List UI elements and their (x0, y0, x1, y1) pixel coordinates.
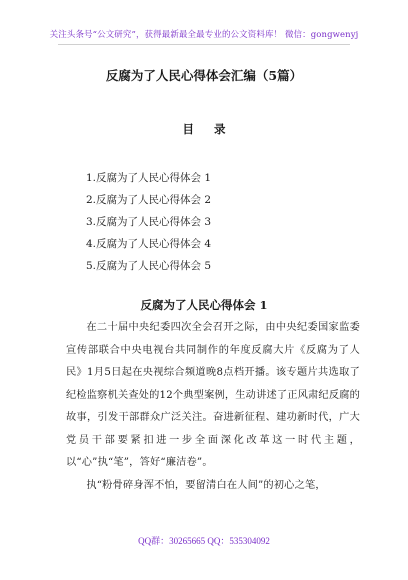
paragraph: 在二十届中央纪委四次全会召开之际，由中央纪委国家监委宣传部联合中央电视台共同制作的年度反腐大片《反腐为了人民》1月5日起在央视综合频道晚8点档开播。该专题片共选取了纪检监察机关查处的12个典型案例，生动讲述了正风肃纪反腐的故事，引发干部群众广泛关注。奋进新征程、建功新时代，广大党员干部要紧扣进一步全面深化改革这一时代主题，以“心”执“笔”，答好“廉洁卷”。 (66, 322, 360, 468)
toc-item[interactable]: 3.反腐为了人民心得体会 3 (86, 216, 212, 228)
paragraph: 执“粉骨碎身浑不怕，要留清白在人间”的初心之笔， (86, 479, 326, 491)
toc-item[interactable]: 5.反腐为了人民心得体会 5 (86, 260, 212, 272)
toc-item[interactable]: 4.反腐为了人民心得体会 4 (86, 238, 212, 250)
toc-item[interactable]: 2.反腐为了人民心得体会 2 (86, 194, 212, 206)
body-text (66, 317, 360, 497)
toc-item[interactable]: 1.反腐为了人民心得体会 1 (86, 172, 212, 184)
section-title: 反腐为了人民心得体会 1 (140, 298, 268, 312)
footer-note: QQ群：30265665 QQ：535304092 (138, 536, 270, 546)
document-title: 反腐为了人民心得体会汇编（5篇） (105, 68, 303, 83)
header-note: 关注头条号“公文研究”，获得最新最全最专业的公文资料库！ 微信：gongwenyj (49, 30, 359, 40)
header-divider (58, 44, 350, 45)
table-of-contents (86, 170, 326, 280)
toc-heading: 目 录 (182, 122, 234, 136)
